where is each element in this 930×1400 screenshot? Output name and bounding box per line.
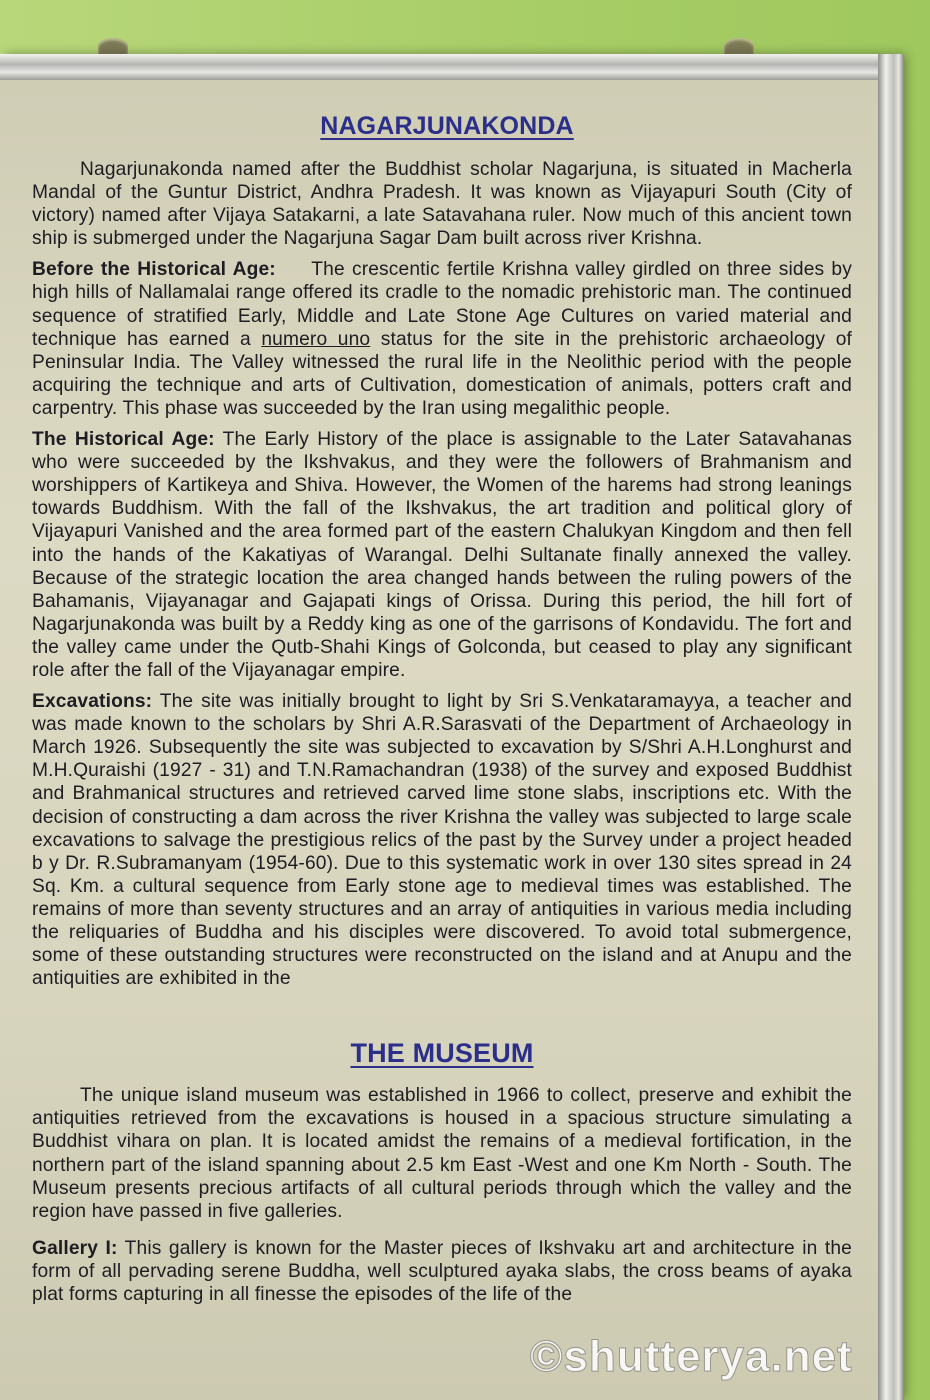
historical-age-paragraph <box>32 428 852 682</box>
board-frame-top <box>0 54 900 80</box>
before-historical-heading: Before the Historical Age: <box>32 259 276 281</box>
mounting-screw-left <box>98 38 128 54</box>
gallery-paragraph <box>32 1237 852 1306</box>
museum-title: THE MUSEUM <box>350 1038 534 1069</box>
gallery-heading: Gallery I: <box>32 1237 118 1259</box>
board-text <box>32 108 852 1306</box>
historical-age-text: The Early History of the place is assignable to the Later Satavahanas who were succeeded by the Ikshvakus, and they were the followers of Brahmanism and worshippers of Kartikeya and Shiva. However, the Women of the harems had strong leanings towards Buddhism. With the fall of the Ikshvakus, the art tradition and political glory of Vijayapuri Vanished and the area formed part of the eastern Chalukyan Kingdom and then fell into the hands of the Kakatiyas of Warangal. Delhi Sultanate finally annexed the valley. Because of the strategic location the area changed hands between the ruling powers of the Bahamanis, Vijayanagar and Gajapati kings of Orissa. During this period, the hill fort of Nagarjunakonda was built by a Reddy king as one of the garrisons of Kondavidu. The fort and the valley came under the Qutb-Shahi Kings of Golconda, but ceased to play any significant role after the fall of the Vijayanagar empire. <box>32 429 852 681</box>
mounting-screw-right <box>724 38 754 54</box>
historical-age-heading: The Historical Age: <box>32 429 215 451</box>
excavations-heading: Excavations: <box>32 691 153 713</box>
excavations-text: The site was initially brought to light by Sri S.Venkataramayya, a teacher and was made known to the scholars by Shri A.R.Sarasvati of the Department of Archaeology in March 1926. Subsequently the site was subjected to excavation by S/Shri A.H.Longhurst and M.H.Quraishi (1927 - 31) and T.N.Ramachandran (1938) of the survey and exposed Buddhist and Brahmanical structures and retrieved carved lime stone slabs, inscriptions etc. With the decision of constructing a dam across the river Krishna the valley was subjected to large scale excavations to salvage the prestigious relics of the past by the Survey under a project headed b y Dr. R.Subramanyam (1954-60). Due to this systematic work in over 130 sites spread in 24 Sq. Km. a cultural sequence from Early stone age to medieval times was established. The remains of more than seventy structures and an array of antiquities in various media including the reliquaries of Buddha and his disciples were discovered. To avoid total submergence, some of these outstanding structures were reconstructed on the island and at Anupu and the antiquities are exhibited in the <box>32 691 852 990</box>
before-historical-text-a: The crescentic fertile Krishna valley girdled on three sides by high hills of Nallamalai range offered its cradle to the nomadic prehistoric man. The continued sequence of stratified Early, Middle and Late Stone Age Cultures on varied material and technique has earned a <box>32 259 852 350</box>
excavations-paragraph <box>32 690 852 990</box>
intro-paragraph: Nagarjunakonda named after the Buddhist scholar Nagarjuna, is situated in Macherla Mandal of the Guntur District, Andhra Pradesh. It was known as Vijayapuri South (City of victory) named after Vijaya Satakarni, a late Satavahana ruler. Now much of this ancient town ship is submerged under the Nagarjuna Sagar Dam built across river Krishna. <box>32 159 852 250</box>
before-historical-text-b: status for the site in the prehistoric archaeology of Peninsular India. The Valley witnessed the rural life in the Neolithic period with the people acquiring the technique and arts of Cultivation, domestication of animals, potters craft and carpentry. This phase was succeeded by the Iran using megalithic people. <box>32 328 853 419</box>
board-title: NAGARJUNAKONDA <box>320 112 574 140</box>
before-historical-paragraph <box>32 258 852 420</box>
watermark: ©shutterya.net <box>530 1332 853 1381</box>
numero-uno-underlined: numero uno <box>261 328 371 350</box>
gallery-text: This gallery is known for the Master pieces of Ikshvaku art and architecture in the form of all pervading serene Buddha, well sculptured ayaka slabs, the cross beams of ayaka plat forms capturing in all finesse the episodes of the life of the <box>32 1237 853 1306</box>
board-frame-right <box>878 54 904 1400</box>
museum-paragraph: The unique island museum was established in 1966 to collect, preserve and exhibit the antiquities retrieved from the excavations is housed in a spacious structure simulating a Buddhist vihara on plan. It is located amidst the remains of a medieval fortification, in the northern part of the island spanning about 2.5 km East -West and one Km North - South. The Museum presents precious artifacts of all cultural periods through which the valley and the region have passed in five galleries. <box>32 1085 852 1222</box>
